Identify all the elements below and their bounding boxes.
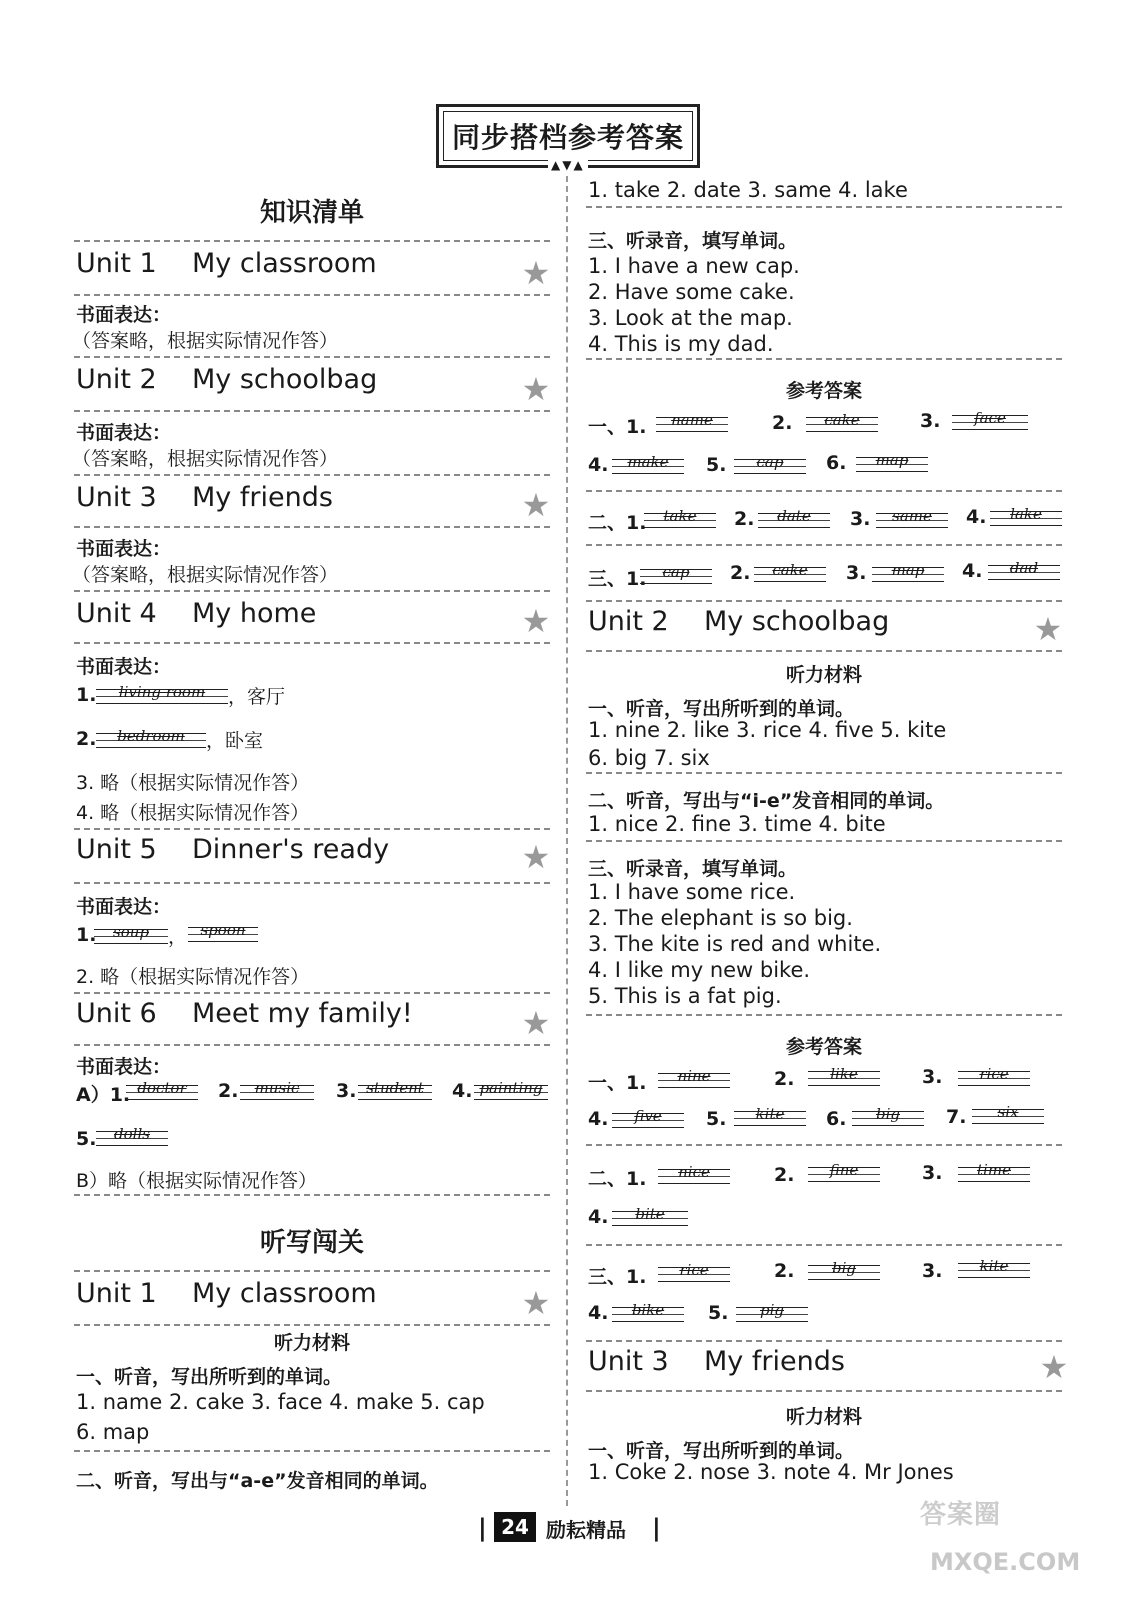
writing-label: 书面表达： <box>76 304 172 326</box>
answer-line <box>958 1258 1030 1282</box>
answer-line <box>852 1106 924 1130</box>
answer-line <box>754 562 826 586</box>
answer-text: bite <box>635 1205 665 1223</box>
answer-row: 1. name 2. cake 3. face 4. make 5. cap <box>76 1390 485 1414</box>
question-heading: 一、听音，写出所听到的单词。 <box>588 698 855 720</box>
answer-text: bike <box>631 1301 665 1319</box>
watermark-logo: 答案圈 <box>920 1500 1002 1530</box>
item-number: 3. <box>336 1080 357 1102</box>
omitted-answer: 2. 略（根据实际情况作答） <box>76 966 310 988</box>
answer-text: music <box>254 1079 300 1097</box>
answer-text: make <box>627 453 669 471</box>
unit-name: My friends <box>192 482 333 513</box>
knowledge-section-title: 知识清单 <box>259 198 364 228</box>
divider <box>74 882 550 884</box>
unit-heading <box>76 598 316 629</box>
answer-text: student <box>366 1079 424 1097</box>
star-icon: ★ <box>521 602 551 640</box>
sentence: 5. This is a fat pig. <box>588 984 782 1008</box>
omitted-answer: （答案略，根据实际情况作答） <box>72 330 339 352</box>
answer-line <box>644 508 716 532</box>
item-number: 2. <box>730 562 751 584</box>
answer-text: date <box>777 507 811 525</box>
divider <box>74 1270 550 1272</box>
answer-line <box>988 560 1060 584</box>
page-number: 24 <box>494 1512 536 1542</box>
divider <box>74 642 550 644</box>
star-icon: ★ <box>521 838 551 876</box>
writing-label: 书面表达： <box>76 656 172 678</box>
answer-text: lake <box>1010 505 1042 523</box>
item-number: 6. <box>826 1108 847 1130</box>
answer-text: like <box>830 1065 858 1083</box>
divider <box>74 526 550 528</box>
answer-line <box>972 1104 1044 1128</box>
divider <box>586 206 1062 208</box>
omitted-answer: B）略（根据实际情况作答） <box>76 1170 318 1192</box>
translation: ，卧室 <box>206 730 264 752</box>
unit-heading <box>76 998 413 1029</box>
unit-heading <box>588 606 889 637</box>
divider <box>586 600 1062 602</box>
item-number: 5. <box>706 454 727 476</box>
unit-name: My friends <box>704 1346 845 1377</box>
item-number: 二、1. <box>588 512 647 534</box>
answer-text: map <box>875 451 909 469</box>
answer-text: face <box>974 409 1006 427</box>
divider <box>586 1014 1062 1016</box>
item-number: 3. <box>850 508 871 530</box>
divider <box>586 840 1062 842</box>
answer-line <box>856 452 928 476</box>
unit-heading <box>76 364 377 395</box>
listening-title: 听力材料 <box>273 1332 350 1354</box>
unit-heading <box>588 1346 845 1377</box>
divider <box>586 1340 1062 1342</box>
listening-title: 听力材料 <box>785 1406 862 1428</box>
unit-name: Dinner's ready <box>192 834 390 865</box>
unit-name: Meet my family! <box>192 998 413 1029</box>
answer-line <box>612 454 684 478</box>
sentence: 4. I like my new bike. <box>588 958 811 982</box>
answer-line <box>734 454 806 478</box>
answer-line <box>96 1126 168 1150</box>
writing-label: 书面表达： <box>76 422 172 444</box>
divider <box>586 358 1062 360</box>
answer-line <box>958 1066 1030 1090</box>
answer-line <box>958 1162 1030 1186</box>
answer-line <box>872 562 944 586</box>
divider <box>74 240 550 242</box>
divider <box>586 1144 1062 1146</box>
star-icon: ★ <box>521 1284 551 1322</box>
answer-line <box>474 1080 548 1104</box>
answer-line <box>808 1260 880 1284</box>
unit-heading <box>76 482 333 513</box>
item-number: 2. <box>76 728 97 750</box>
title-decoration: ▲▼▲ <box>548 158 588 172</box>
item-number: A）1. <box>76 1084 131 1106</box>
answer-text: rice <box>979 1065 1009 1083</box>
item-number: 4. <box>588 1108 609 1130</box>
unit-number: Unit 1 <box>76 248 157 279</box>
divider <box>74 1194 550 1196</box>
divider <box>586 544 1062 546</box>
answer-text: take <box>663 507 697 525</box>
answer-text: living room <box>118 683 206 701</box>
answer-line <box>758 508 830 532</box>
watermark-url: MXQE.COM <box>930 1548 1081 1576</box>
answer-text: cake <box>824 411 860 429</box>
divider <box>74 992 550 994</box>
divider <box>74 356 550 358</box>
divider <box>74 1450 550 1452</box>
answer-row: 1. nine 2. like 3. rice 4. five 5. kite <box>588 718 947 742</box>
question-heading: 一、听音，写出所听到的单词。 <box>76 1366 343 1388</box>
answer-text: cap <box>756 453 784 471</box>
sentence: 3. The kite is red and white. <box>588 932 882 956</box>
item-number: 6. <box>826 452 847 474</box>
unit-number: Unit 1 <box>76 1278 157 1309</box>
writing-label: 书面表达： <box>76 538 172 560</box>
answer-row: 6. big 7. six <box>588 746 710 770</box>
answer-line <box>656 412 728 436</box>
listening-title: 听力材料 <box>785 664 862 686</box>
answer-row: 1. take 2. date 3. same 4. lake <box>588 178 908 202</box>
answer-line <box>734 1106 806 1130</box>
item-number: 2. <box>218 1080 239 1102</box>
answer-line <box>990 506 1062 530</box>
column-divider <box>566 176 568 1506</box>
answer-line <box>358 1080 432 1104</box>
question-heading: 三、听录音，填写单词。 <box>588 230 798 252</box>
unit-heading <box>76 1278 377 1309</box>
item-number: 4. <box>962 560 983 582</box>
divider <box>74 828 550 830</box>
divider <box>74 474 550 476</box>
answer-line <box>736 1302 808 1326</box>
sentence: 3. Look at the map. <box>588 306 793 330</box>
question-heading: 三、听录音，填写单词。 <box>588 858 798 880</box>
answer-text: map <box>891 561 925 579</box>
item-number: 2. <box>774 1068 795 1090</box>
answer-text: bedroom <box>117 727 185 745</box>
answer-line <box>640 564 712 588</box>
answer-text: six <box>997 1103 1019 1121</box>
answer-text: kite <box>755 1105 785 1123</box>
item-number: 三、1. <box>588 568 647 590</box>
divider <box>586 1244 1062 1246</box>
answer-text: nice <box>678 1163 710 1181</box>
page-title: 同步搭档参考答案 <box>443 111 693 161</box>
item-number: 2. <box>774 1260 795 1282</box>
omitted-answer: 3. 略（根据实际情况作答） <box>76 772 310 794</box>
answer-line <box>612 1302 684 1326</box>
answer-text: soup <box>113 923 149 941</box>
dictation-section-title: 听写闯关 <box>259 1228 364 1258</box>
translation: ，客厅 <box>228 686 286 708</box>
star-icon: ★ <box>1033 610 1063 648</box>
footer-bar-right: | <box>652 1514 661 1542</box>
answer-text: name <box>671 411 713 429</box>
answer-text: cap <box>662 563 690 581</box>
item-number: 4. <box>966 506 987 528</box>
answer-line <box>96 728 206 752</box>
sentence: 1. I have a new cap. <box>588 254 800 278</box>
unit-name: My classroom <box>192 248 377 279</box>
answer-line <box>612 1108 684 1132</box>
divider <box>586 490 1062 492</box>
writing-label: 书面表达： <box>76 1056 172 1078</box>
unit-name: My schoolbag <box>704 606 890 637</box>
unit-heading <box>76 248 377 279</box>
item-number: 一、1. <box>588 1072 647 1094</box>
unit-number: Unit 5 <box>76 834 157 865</box>
sentence: 1. I have some rice. <box>588 880 796 904</box>
writing-label: 书面表达： <box>76 896 172 918</box>
answer-text: kite <box>979 1257 1009 1275</box>
answer-text: big <box>875 1105 900 1123</box>
answer-line <box>188 922 258 946</box>
star-icon: ★ <box>1039 1348 1069 1386</box>
answer-line <box>876 508 948 532</box>
unit-number: Unit 4 <box>76 598 157 629</box>
answer-text: time <box>977 1161 1011 1179</box>
answer-line <box>808 1066 880 1090</box>
item-number: 3. <box>846 562 867 584</box>
answer-line <box>240 1080 314 1104</box>
unit-number: Unit 6 <box>76 998 157 1029</box>
answer-row: 1. nice 2. fine 3. time 4. bite <box>588 812 886 836</box>
item-number: 2. <box>772 412 793 434</box>
reference-answer-title: 参考答案 <box>785 380 862 402</box>
omitted-answer: 4. 略（根据实际情况作答） <box>76 802 310 824</box>
item-number: 1. <box>76 924 97 946</box>
star-icon: ★ <box>521 370 551 408</box>
answer-row: 6. map <box>76 1420 150 1444</box>
answer-text: painting <box>479 1079 543 1097</box>
answer-row: 1. Coke 2. nose 3. note 4. Mr Jones <box>588 1460 954 1484</box>
answer-text: nine <box>677 1067 711 1085</box>
item-number: 4. <box>452 1080 473 1102</box>
divider <box>586 650 1062 652</box>
item-number: 2. <box>734 508 755 530</box>
answer-text: rice <box>679 1261 709 1279</box>
sentence: 4. This is my dad. <box>588 332 774 356</box>
unit-number: Unit 3 <box>588 1346 669 1377</box>
unit-name: My schoolbag <box>192 364 378 395</box>
answer-text: fine <box>829 1161 859 1179</box>
answer-line <box>952 410 1028 434</box>
item-number: 一、1. <box>588 416 647 438</box>
separator: ， <box>168 926 188 948</box>
unit-name: My home <box>192 598 317 629</box>
answer-line <box>658 1164 730 1188</box>
answer-text: pig <box>759 1301 784 1319</box>
divider <box>74 1324 550 1326</box>
answer-text: dolls <box>114 1125 150 1143</box>
sentence: 2. The elephant is so big. <box>588 906 853 930</box>
footer-bar-left: | <box>478 1514 487 1542</box>
divider <box>74 1044 550 1046</box>
star-icon: ★ <box>521 486 551 524</box>
omitted-answer: （答案略，根据实际情况作答） <box>72 448 339 470</box>
item-number: 5. <box>76 1128 97 1150</box>
item-number: 7. <box>946 1106 967 1128</box>
question-heading: 一、听音，写出所听到的单词。 <box>588 1440 855 1462</box>
answer-text: doctor <box>137 1079 187 1097</box>
item-number: 5. <box>708 1302 729 1324</box>
answer-line <box>96 684 228 708</box>
answer-line <box>94 924 168 948</box>
divider <box>586 1390 1062 1392</box>
unit-number: Unit 2 <box>76 364 157 395</box>
reference-answer-title: 参考答案 <box>785 1036 862 1058</box>
answer-line <box>126 1080 198 1104</box>
divider <box>74 294 550 296</box>
answer-line <box>808 1162 880 1186</box>
item-number: 3. <box>922 1066 943 1088</box>
unit-name: My classroom <box>192 1278 377 1309</box>
divider <box>74 410 550 412</box>
item-number: 1. <box>76 684 97 706</box>
item-number: 3. <box>922 1260 943 1282</box>
unit-heading <box>76 834 389 865</box>
answer-line <box>806 412 878 436</box>
divider <box>586 772 1062 774</box>
item-number: 4. <box>588 1302 609 1324</box>
answer-line <box>658 1262 730 1286</box>
answer-text: big <box>831 1259 856 1277</box>
sentence: 2. Have some cake. <box>588 280 795 304</box>
item-number: 二、1. <box>588 1168 647 1190</box>
star-icon: ★ <box>521 1004 551 1042</box>
answer-text: dad <box>1009 559 1039 577</box>
item-number: 三、1. <box>588 1266 647 1288</box>
omitted-answer: （答案略，根据实际情况作答） <box>72 564 339 586</box>
item-number: 5. <box>706 1108 727 1130</box>
answer-text: same <box>892 507 932 525</box>
answer-text: five <box>634 1107 662 1125</box>
answer-text: cake <box>772 561 808 579</box>
answer-line <box>658 1068 730 1092</box>
answer-line <box>612 1206 688 1230</box>
footer-brand: 励耘精品 <box>546 1518 626 1542</box>
item-number: 4. <box>588 1206 609 1228</box>
item-number: 4. <box>588 454 609 476</box>
item-number: 3. <box>920 410 941 432</box>
star-icon: ★ <box>521 254 551 292</box>
unit-number: Unit 2 <box>588 606 669 637</box>
question-heading: 二、听音，写出与“i-e”发音相同的单词。 <box>588 790 945 812</box>
answer-text: spoon <box>200 921 246 939</box>
unit-number: Unit 3 <box>76 482 157 513</box>
divider <box>74 590 550 592</box>
question-heading: 二、听音，写出与“a-e”发音相同的单词。 <box>76 1470 439 1492</box>
item-number: 3. <box>922 1162 943 1184</box>
item-number: 2. <box>774 1164 795 1186</box>
